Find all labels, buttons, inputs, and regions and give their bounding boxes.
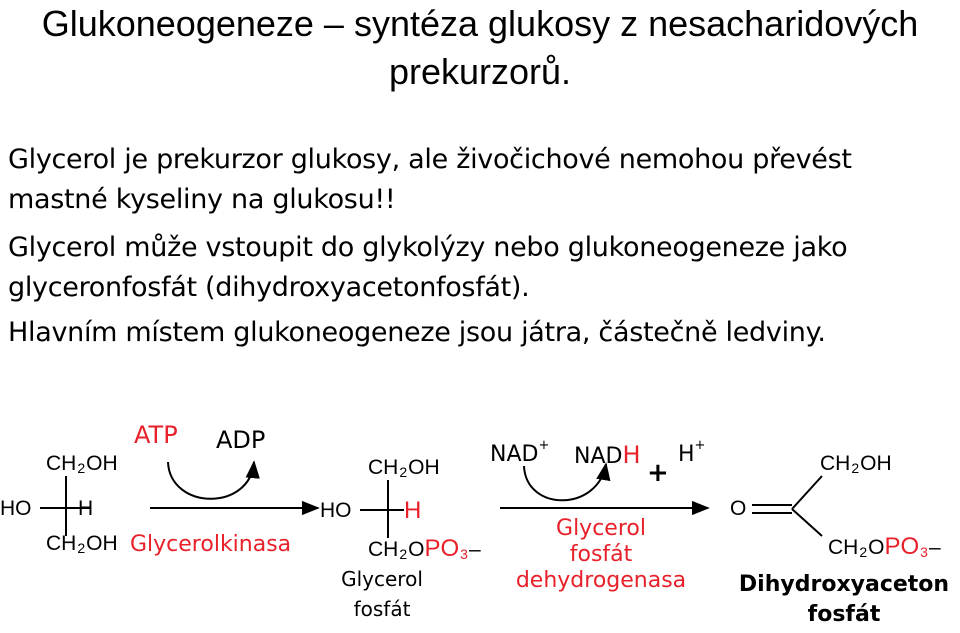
paragraph-glycerol-entry: Glycerol může vstoupit do glykolýzy nebo glukoneogeneze jako glyceronfosfát (dihydroxyacetonfosfát). [8,232,848,303]
dhap-bonds [752,476,822,536]
paragraph-glycerol-precursor: Glycerol je prekurzor glukosy, ale živočichové nemohou převést mastné kyseliny na glukosu!! [8,144,852,215]
atp-label: ATP [134,421,178,449]
glycerol-top-ch2oh: CH2OH [46,452,118,476]
nad-plus-label: NAD+ [490,438,550,467]
gp-ho: HO [320,499,352,522]
plus-sign: + [647,458,669,488]
gp-bottom-ch2opo3: CH2OPO3– [368,535,481,562]
glycerol-ho: HO [0,497,32,520]
h-plus-label: H+ [678,438,706,467]
enzyme-g3p-dehydrogenasa: Glycerol fosfát dehydrogenasa [515,516,687,593]
gp-name: Glycerol fosfát [341,567,423,621]
enzyme-glycerolkinasa: Glycerolkinasa [130,532,292,557]
glycerol-h: H [78,497,94,520]
nadh-label: NADH [574,441,641,469]
dhap-bottom-ch2opo3: CH2OPO3– [828,533,941,560]
dhap-top-ch2oh: CH2OH [820,452,892,476]
dhap-carbonyl-o: O [730,497,747,520]
page-title: Glukoneogeneze – syntéza glukosy z nesacharidových prekurzorů. [41,3,919,92]
atp-adp-curve [168,462,254,499]
gp-top-ch2oh: CH2OH [368,456,440,480]
gp-h: H [404,497,422,524]
dhap-name: Dihydroxyaceton fosfát [738,572,950,627]
paragraph-main-site: Hlavním místem glukoneogeneze jsou játra, částečně ledviny. [8,317,826,348]
glycerol-phosphate-bonds [360,480,404,538]
adp-label: ADP [216,426,266,454]
glycerol-bottom-ch2oh: CH2OH [46,532,118,556]
